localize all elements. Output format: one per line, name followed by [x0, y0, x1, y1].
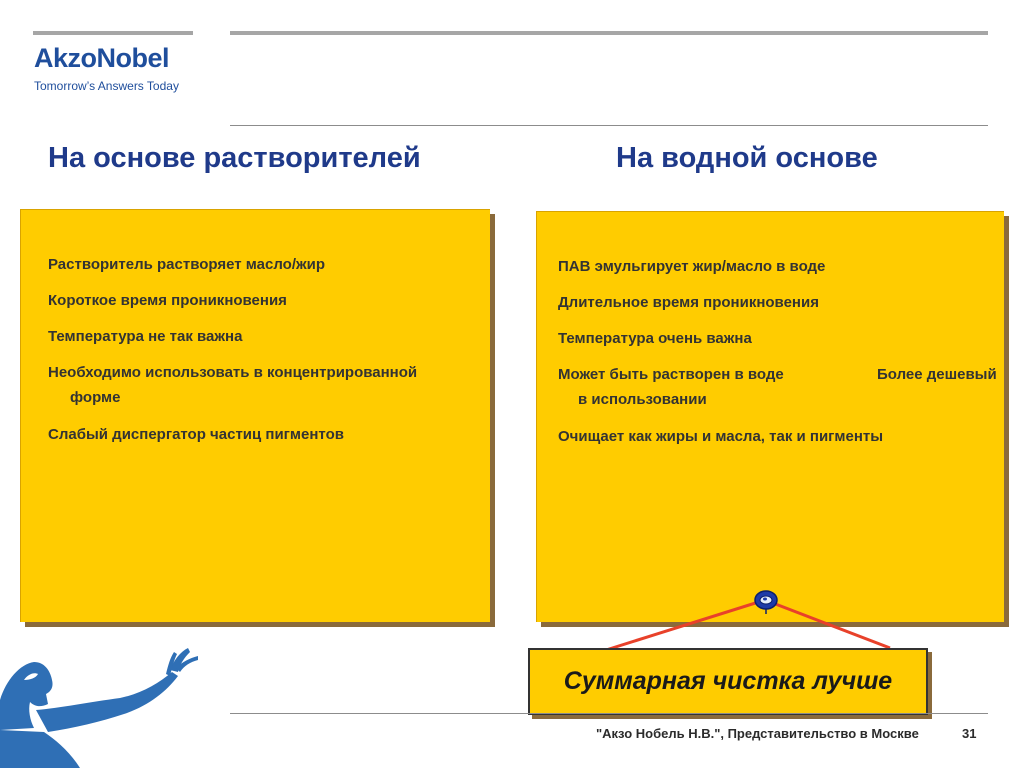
water-item-continuation: в использовании [578, 391, 707, 408]
logo-tagline: Tomorrow’s Answers Today [34, 79, 179, 93]
logo-name: AkzoNobel [34, 43, 170, 73]
pushpin-icon [753, 589, 779, 615]
solvent-item: Слабый диспергатор частиц пигментов [48, 426, 344, 443]
top-rule-right [230, 31, 988, 35]
solvent-item: Растворитель растворяет масло/жир [48, 256, 326, 273]
water-item: Длительное время проникновения [558, 294, 819, 311]
solvent-item-continuation: форме [70, 389, 121, 406]
summary-callout-text: Суммарная чистка лучше [563, 667, 893, 695]
heading-water-based: На водной основе [616, 142, 878, 174]
water-item: ПАВ эмульгирует жир/масло в воде [558, 258, 826, 275]
header-divider [230, 125, 988, 126]
page-number: 31 [962, 726, 977, 741]
solvent-item: Короткое время проникновения [48, 292, 287, 309]
water-item: Может быть растворен в воде [558, 366, 784, 383]
water-item-cheaper: Более дешевый [877, 366, 997, 383]
footer-divider [230, 713, 988, 714]
akzonobel-figure-icon [0, 640, 210, 768]
solvent-item: Необходимо использовать в концентрированной [48, 364, 418, 381]
footer-text: "Акзо Нобель Н.В.", Представительство в Москве [596, 726, 919, 741]
top-rule-left [33, 31, 193, 35]
water-item: Температура очень важна [558, 330, 752, 347]
water-panel [536, 211, 1004, 622]
solvent-item: Температура не так важна [48, 328, 243, 345]
solvent-panel [20, 209, 490, 622]
summary-callout [528, 648, 928, 715]
heading-solvent-based: На основе растворителей [48, 142, 421, 174]
water-item: Очищает как жиры и масла, так и пигменты [558, 428, 884, 445]
